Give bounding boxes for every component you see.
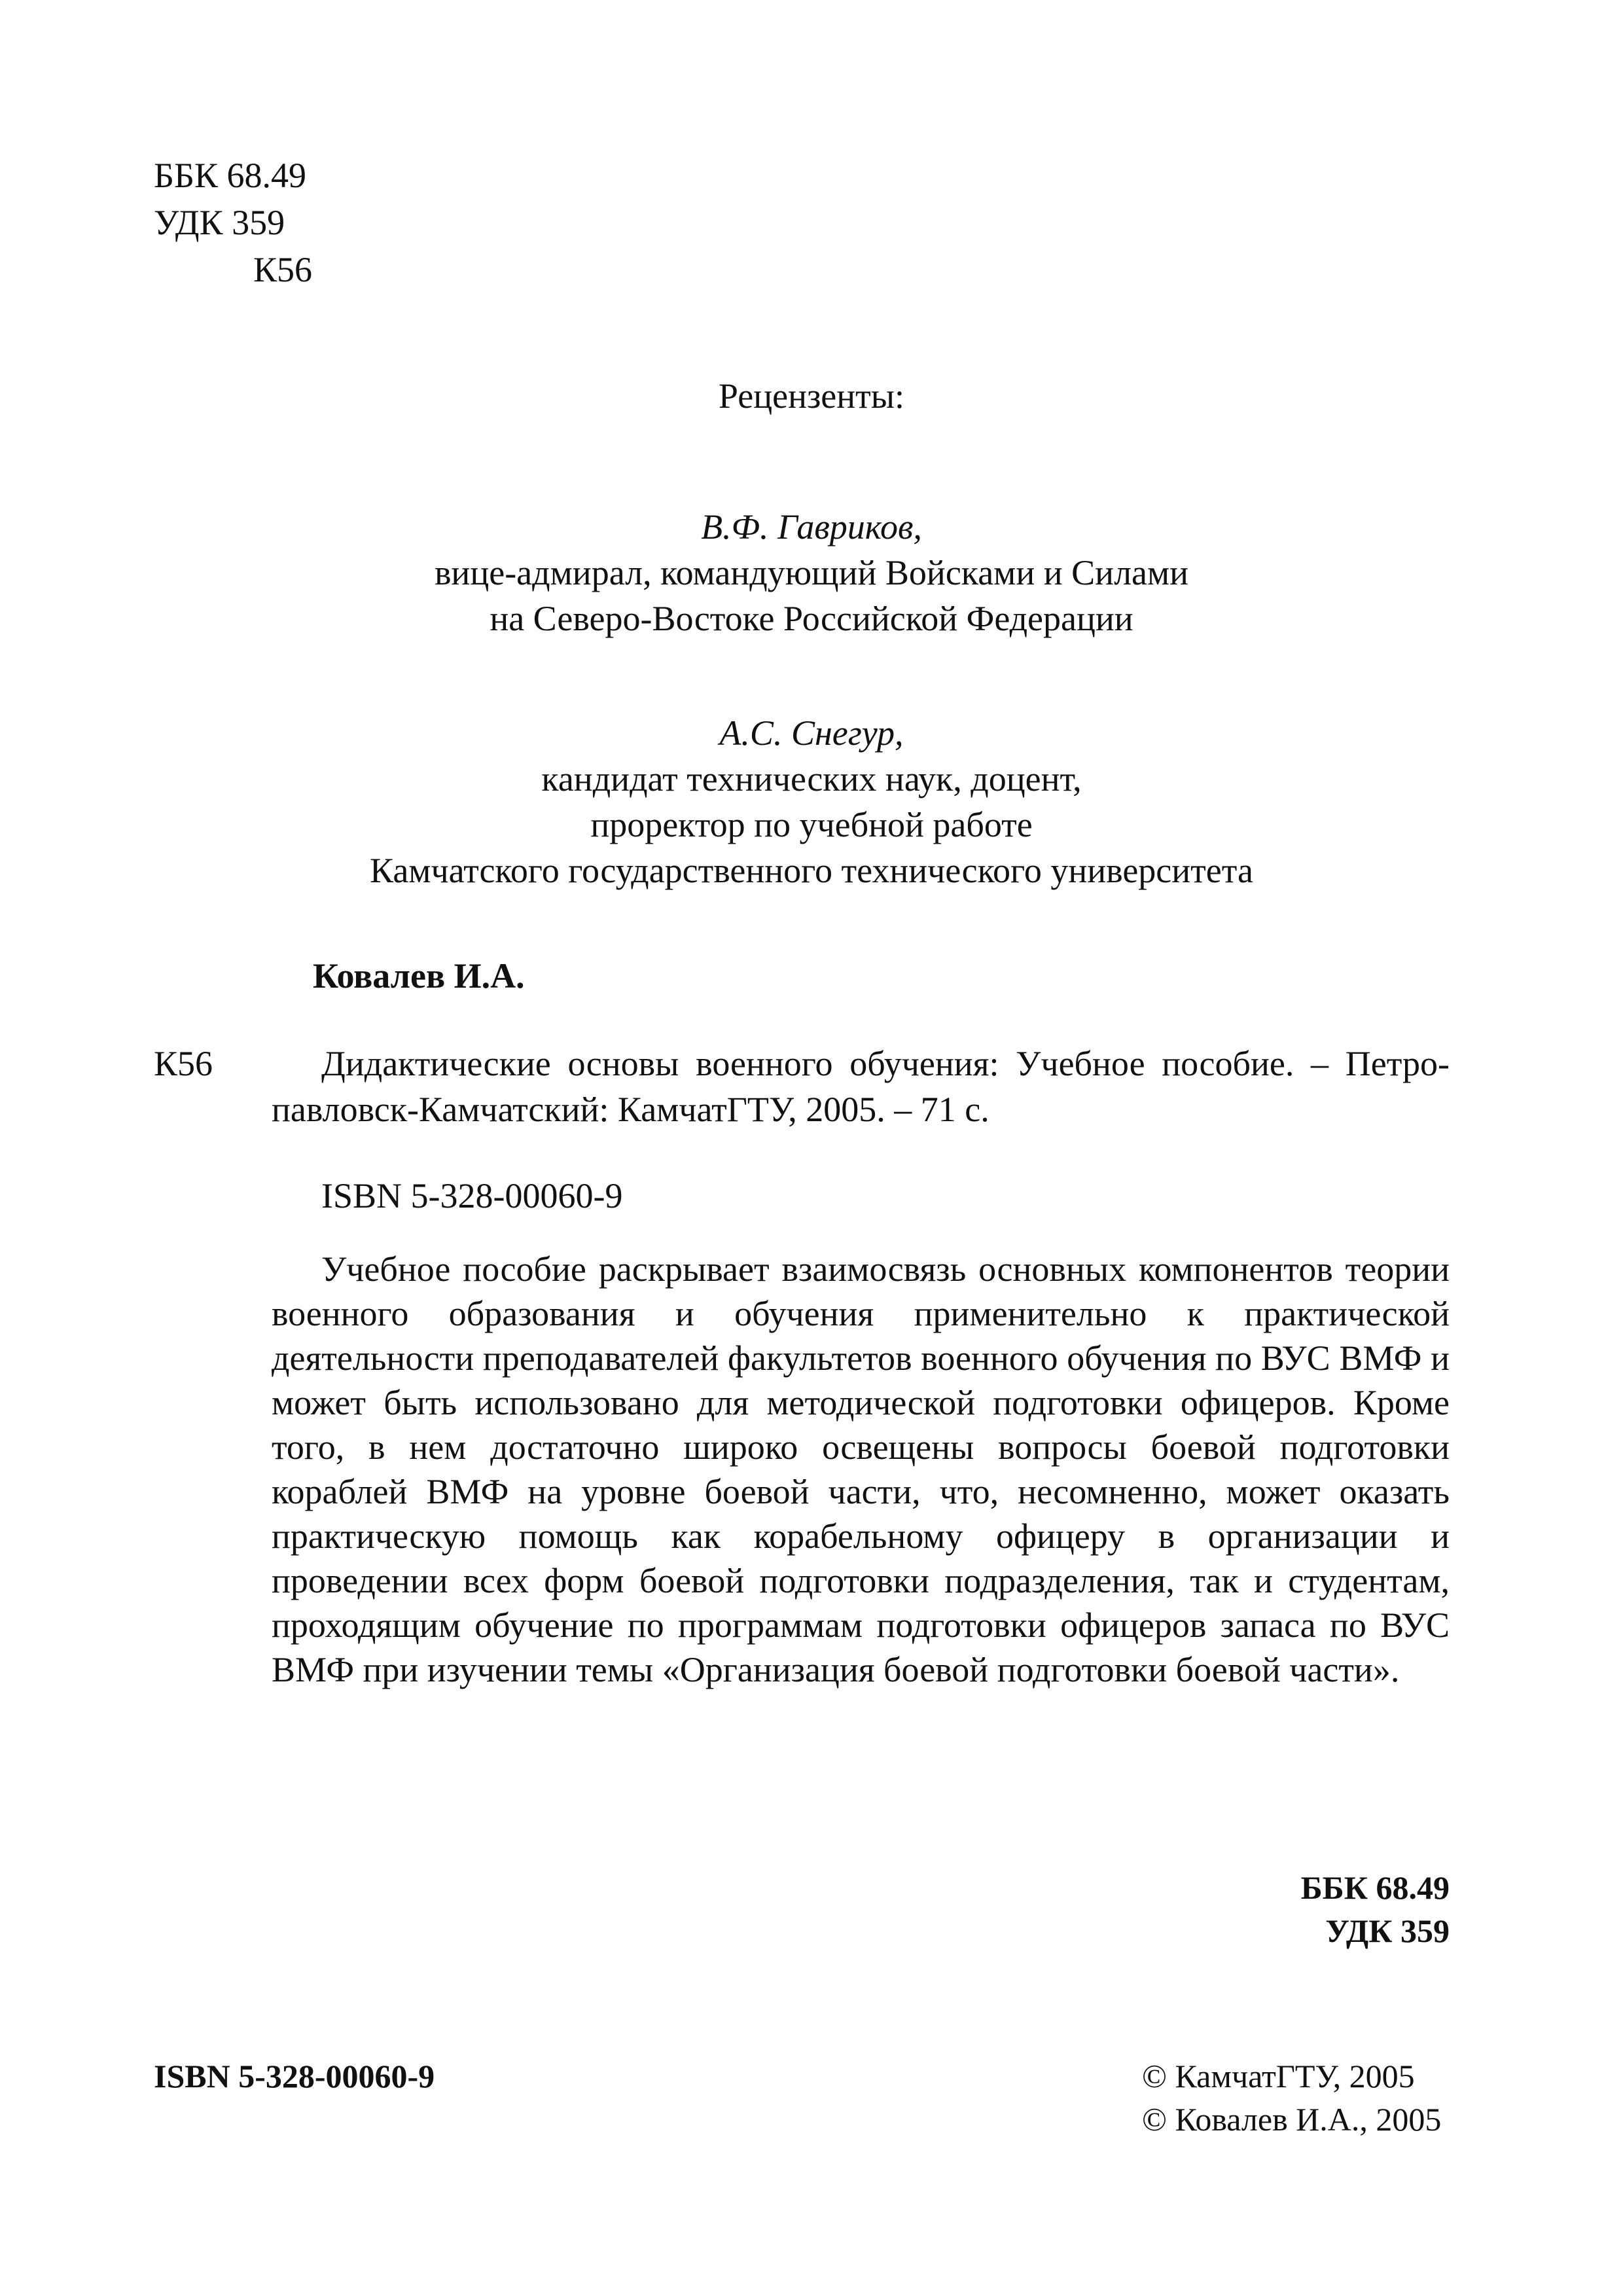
reviewers-heading: Рецензенты: — [718, 376, 905, 416]
reviewer-name: В.Ф. Гавриков, — [701, 507, 922, 547]
catalog-mark: К56 — [154, 1044, 213, 1083]
author-name: Ковалев И.А. — [313, 956, 525, 996]
footer-classification-codes — [1301, 1866, 1450, 1952]
footer-bbk-code: ББК 68.49 — [1300, 1869, 1450, 1906]
reviewer-title-line: вице-адмирал, командующий Войсками и Силами — [434, 553, 1189, 592]
bibliographic-description: Дидактические основы военного обучения: Учебное пособие. – Петропавловск-Камчатский: КамчатГТУ, 2005. – 71 с. — [272, 1044, 1450, 1129]
footer-isbn: ISBN 5-328-00060-9 — [154, 2058, 435, 2094]
footer-udk-code: УДК 359 — [1325, 1912, 1450, 1949]
isbn-number: ISBN 5-328-00060-9 — [321, 1176, 623, 1215]
copyright-block — [1142, 2054, 1441, 2141]
author-mark: К56 — [253, 250, 313, 289]
bbk-code: ББК 68.49 — [154, 156, 307, 195]
udk-code: УДК 359 — [154, 203, 285, 242]
reviewer — [0, 504, 1623, 641]
reviewer-title-line: на Северо-Востоке Российской Федерации — [490, 599, 1133, 638]
reviewer-title-line: кандидат технических наук, доцент, — [541, 759, 1082, 798]
abstract-paragraph: Учебное пособие раскрывает взаимосвязь основных компонентов теории военного образования и обучения применительно к практической деятельности преподавателей факультетов военного обучения по ВУС ВМФ и может быть использовано для методической подготовки офицеров. Кроме того, в нем достаточно широко освещены вопросы боевой подготовки кораблей ВМФ на уровне боевой части, что, несомненно, может оказать практическую помощь как корабельному офицеру в организации и проведении всех форм боевой подготовки подразделения, так и студентам, проходящим обучение по программам подготовки офицеров запаса по ВУС ВМФ при изучении темы «Организация боевой подготовки боевой части». — [272, 1249, 1450, 1689]
reviewer-name: А.С. Снегур, — [719, 713, 904, 753]
copyright-line: © КамчатГТУ, 2005 — [1142, 2058, 1415, 2094]
reviewer-title-line: проректор по учебной работе — [590, 805, 1033, 844]
classification-codes — [154, 152, 312, 293]
reviewer — [0, 710, 1623, 893]
reviewers-block — [0, 373, 1623, 893]
reviewer-title-line: Камчатского государственного технического университета — [370, 851, 1253, 890]
copyright-line: © Ковалев И.А., 2005 — [1142, 2101, 1442, 2138]
